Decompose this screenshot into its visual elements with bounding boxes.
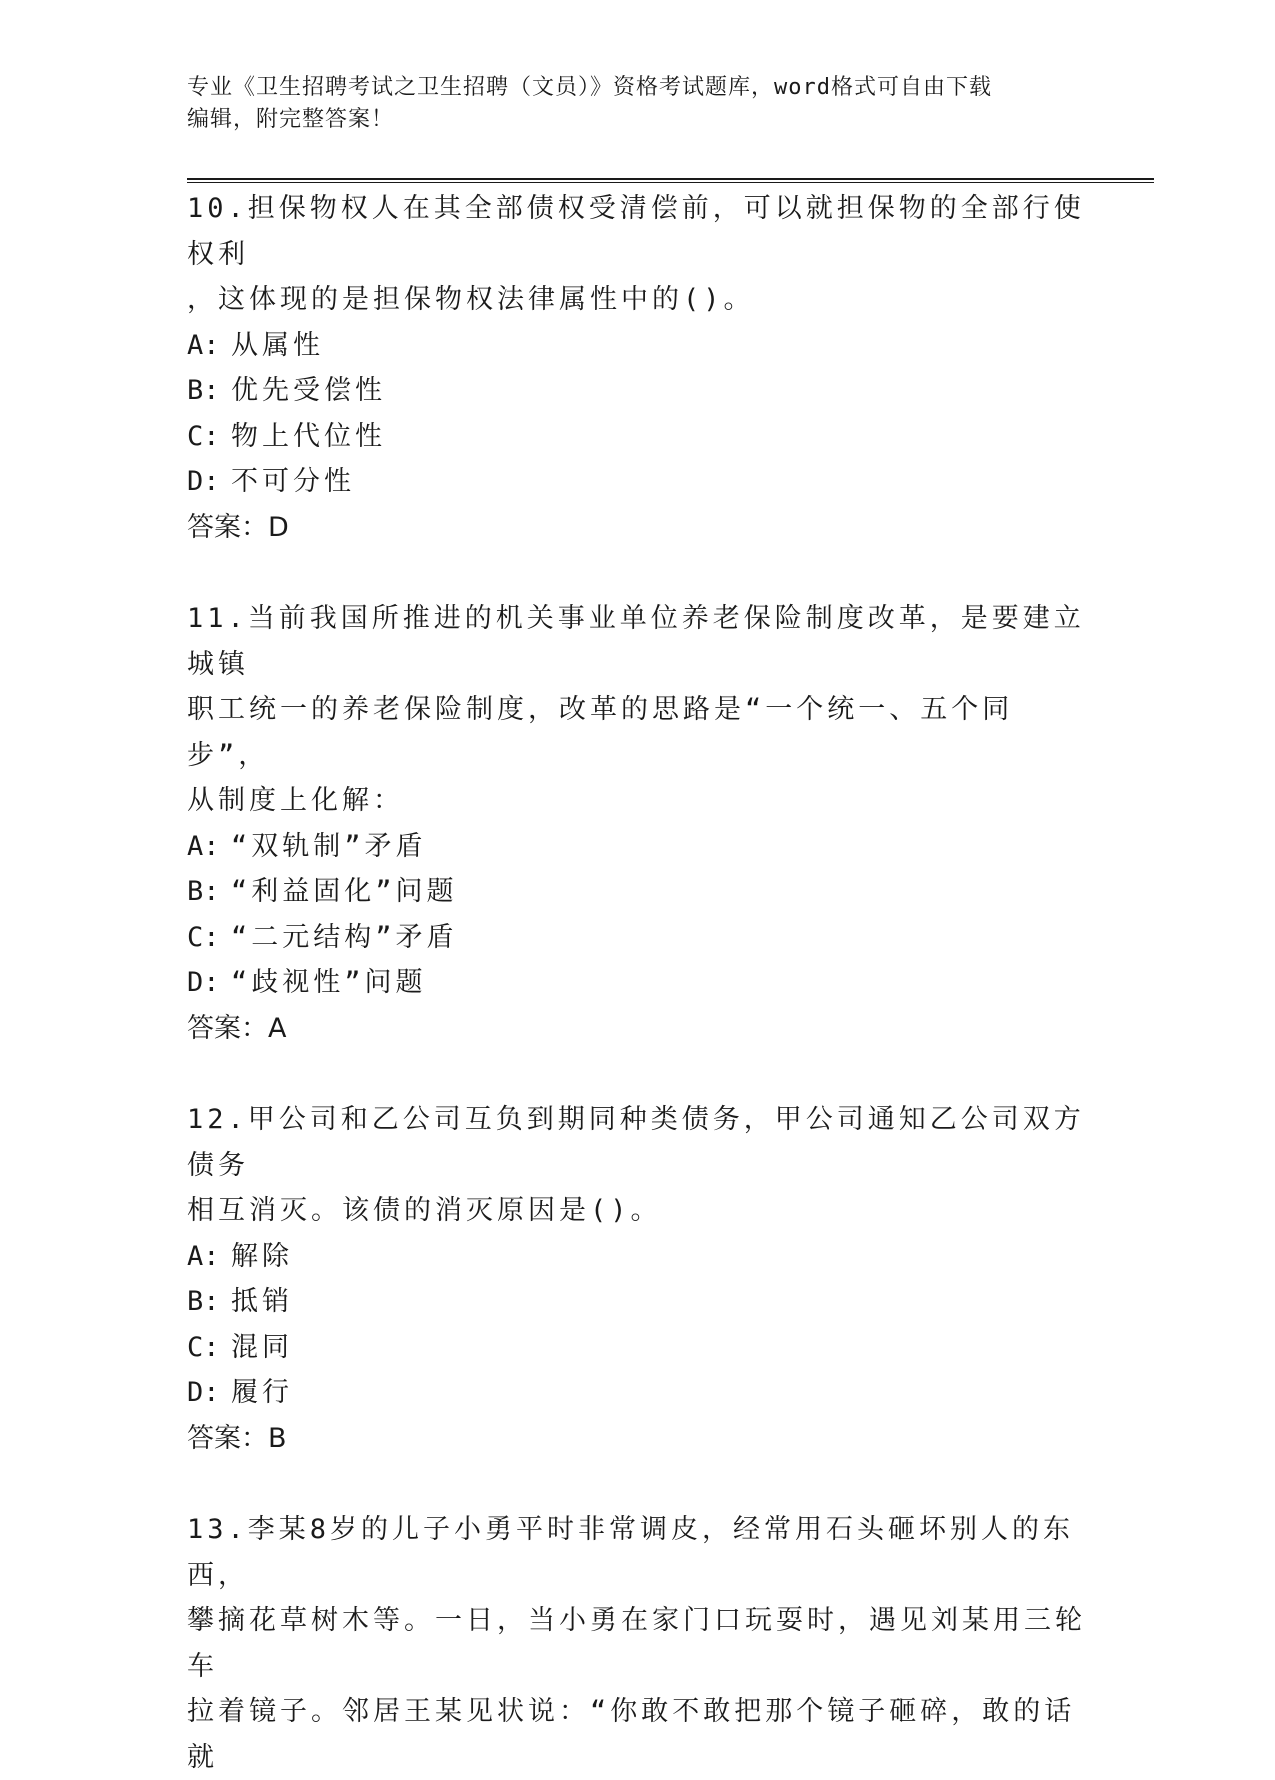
- option-text: 物上代位性: [231, 420, 386, 452]
- option-a: [187, 323, 1087, 369]
- option-text: “利益固化”问题: [231, 876, 458, 907]
- question-stem-line: 拉着镜子。邻居王某见状说：“你敢不敢把那个镜子砸碎，敢的话就: [187, 1696, 1076, 1773]
- answer-line: 答案：B: [187, 1422, 287, 1454]
- option-text: 优先受偿性: [231, 375, 386, 406]
- spacer: [187, 1461, 1087, 1507]
- option-letter: D:: [187, 967, 220, 998]
- option-d: [187, 960, 1087, 1006]
- option-a: [187, 824, 1087, 870]
- option-d: [187, 459, 1087, 505]
- option-letter: C:: [187, 420, 220, 452]
- question-stem-line: 13.李某8岁的儿子小勇平时非常调皮，经常用石头砸坏别人的东西，: [187, 1514, 1075, 1591]
- option-b: [187, 368, 1087, 414]
- question-stem-line: ，这体现的是担保物权法律属性中的()。: [187, 284, 755, 315]
- spacer: [187, 1051, 1087, 1097]
- option-letter: B:: [187, 1286, 220, 1317]
- question-13: [187, 1507, 1087, 1780]
- option-letter: C:: [187, 921, 220, 953]
- question-stem-line: 12.甲公司和乙公司互负到期同种类债务，甲公司通知乙公司双方债务: [187, 1104, 1085, 1181]
- option-text: 抵销: [231, 1286, 293, 1317]
- option-text: 解除: [231, 1240, 293, 1272]
- option-text: 不可分性: [231, 466, 355, 497]
- option-b: [187, 869, 1087, 915]
- question-list: [187, 186, 1087, 1780]
- option-letter: C:: [187, 1331, 220, 1363]
- option-text: 履行: [231, 1377, 293, 1408]
- header-line-1: 专业《卫生招聘考试之卫生招聘（文员）》资格考试题库，word格式可自由下载: [187, 75, 992, 100]
- option-letter: B:: [187, 375, 220, 406]
- question-11: [187, 596, 1087, 1051]
- option-c: [187, 1325, 1087, 1371]
- option-text: “歧视性”问题: [231, 967, 427, 998]
- document-header: [187, 72, 1087, 136]
- option-c: [187, 915, 1087, 961]
- option-d: [187, 1370, 1087, 1416]
- question-stem-line: 从制度上化解：: [187, 785, 404, 816]
- option-letter: A:: [187, 329, 220, 361]
- option-text: 混同: [231, 1331, 293, 1363]
- answer-line: 答案：D: [187, 511, 289, 543]
- question-stem-line: 相互消灭。该债的消灭原因是()。: [187, 1195, 662, 1226]
- question-10: [187, 186, 1087, 550]
- answer-line: 答案：A: [187, 1012, 287, 1044]
- option-c: [187, 414, 1087, 460]
- header-divider-thin: [187, 182, 1154, 183]
- option-text: 从属性: [231, 329, 324, 361]
- option-letter: A:: [187, 1240, 220, 1272]
- header-line-2: 编辑，附完整答案！: [187, 107, 395, 132]
- option-a: [187, 1234, 1087, 1280]
- spacer: [187, 550, 1087, 596]
- question-stem-line: 攀摘花草树木等。一日，当小勇在家门口玩耍时，遇见刘某用三轮车: [187, 1605, 1086, 1682]
- option-text: “二元结构”矛盾: [231, 921, 458, 953]
- question-stem-line: 职工统一的养老保险制度，改革的思路是“一个统一、五个同步”，: [187, 694, 1014, 771]
- option-letter: B:: [187, 876, 220, 907]
- question-stem-line: 11.当前我国所推进的机关事业单位养老保险制度改革，是要建立城镇: [187, 603, 1085, 680]
- option-b: [187, 1279, 1087, 1325]
- option-letter: D:: [187, 1377, 220, 1408]
- option-letter: A:: [187, 830, 220, 862]
- option-letter: D:: [187, 466, 220, 497]
- question-stem-line: 10.担保物权人在其全部债权受清偿前，可以就担保物的全部行使权利: [187, 193, 1085, 270]
- header-divider-thick: [187, 178, 1154, 180]
- option-text: “双轨制”矛盾: [231, 830, 427, 862]
- question-12: [187, 1097, 1087, 1461]
